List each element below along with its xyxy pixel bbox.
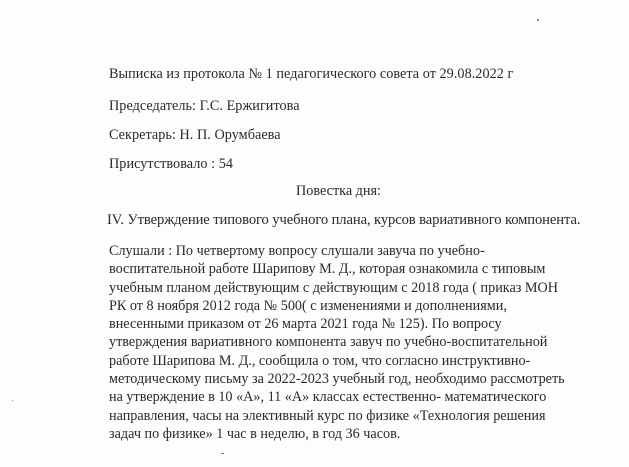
attendance-line: Присутствовало : 54 bbox=[109, 156, 233, 172]
protocol-header: Выписка из протокола № 1 педагогического совета от 29.08.2022 г bbox=[109, 66, 514, 82]
secretary-line: Секретарь: Н. П. Орумбаева bbox=[109, 127, 281, 143]
agenda-title: Повестка дня: bbox=[296, 183, 381, 199]
body-line: учебным планом действующим с действующим с 2018 года ( приказ МОН bbox=[109, 279, 559, 296]
body-paragraph bbox=[109, 242, 609, 443]
body-line: воспитательной работе Шарипову М. Д., которая ознакомила с типовым bbox=[109, 261, 546, 278]
body-line: методическому письму за 2022-2023 учебный год, необходимо рассмотреть bbox=[109, 371, 565, 388]
scan-speck bbox=[537, 19, 539, 21]
body-line: утверждения вариативного компонента завуч по учебно-воспитательной bbox=[109, 334, 548, 351]
agenda-item: IV. Утверждение типового учебного плана, курсов вариативного компонента. bbox=[107, 212, 581, 228]
body-line: направления, часы на элективный курс по физике «Технология решения bbox=[109, 407, 546, 424]
scan-speck bbox=[12, 400, 13, 401]
body-line: Слушали : По четвертому вопросу слушали завуча по учебно- bbox=[109, 243, 485, 259]
body-line: на утверждение в 10 «А», 11 «А» классах естественно- математического bbox=[109, 389, 547, 406]
body-line: работе Шарипова М. Д., сообщила о том, что согласно инструктивно- bbox=[109, 352, 531, 369]
body-line: внесенными приказом от 26 марта 2021 года № 125). По вопросу bbox=[109, 316, 502, 333]
chairperson-line: Председатель: Г.С. Ержигитова bbox=[109, 98, 300, 114]
body-line: задач по физике» 1 час в неделю, в год 36 часов. bbox=[109, 425, 401, 442]
scan-speck bbox=[221, 453, 224, 454]
body-line: РК от 8 ноября 2012 года № 500( с изменениями и дополнениями, bbox=[109, 297, 507, 314]
